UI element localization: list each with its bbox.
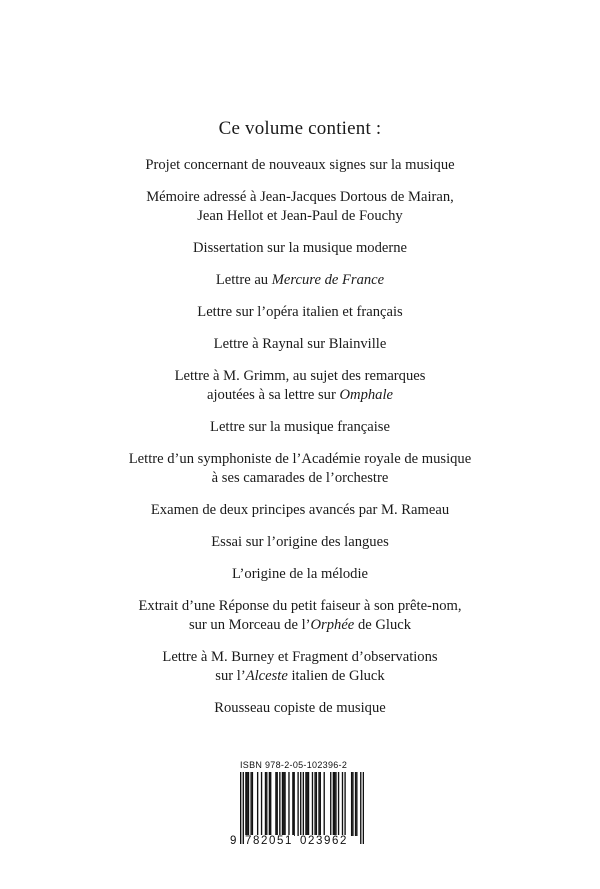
barcode-bar bbox=[318, 772, 319, 836]
barcode-bar bbox=[355, 772, 356, 836]
contents-entry bbox=[0, 335, 600, 354]
barcode-bar bbox=[338, 772, 339, 836]
entry-text: Rousseau copiste de musique bbox=[214, 700, 386, 716]
barcode-bar bbox=[252, 772, 253, 836]
entry-text: Dissertation sur la musique moderne bbox=[193, 240, 407, 256]
barcode-bar bbox=[261, 772, 262, 836]
barcode-bar bbox=[294, 772, 295, 836]
contents-entry bbox=[0, 699, 600, 718]
isbn-label: ISBN 978-2-05-102396-2 bbox=[240, 760, 348, 770]
entry-text: ajoutées à sa lettre sur bbox=[206, 387, 340, 403]
barcode-bar bbox=[265, 772, 266, 836]
barcode-bar bbox=[288, 772, 289, 836]
barcode-bar bbox=[312, 772, 313, 836]
entry-text: Lettre au bbox=[215, 272, 272, 288]
contents-entry bbox=[0, 156, 600, 175]
contents-list bbox=[0, 156, 600, 731]
entry-text: Mémoire adressé à Jean-Jacques Dortous de Mairan, bbox=[146, 189, 454, 205]
barcode-bar bbox=[245, 772, 246, 836]
barcode-bar bbox=[335, 772, 336, 836]
contents-entry-line bbox=[0, 565, 600, 584]
barcode-bar bbox=[316, 772, 317, 836]
barcode-bar bbox=[363, 772, 364, 844]
barcode-bar bbox=[250, 772, 251, 836]
contents-entry-line bbox=[0, 156, 600, 175]
entry-text: Lettre d’un symphoniste de l’Académie royale de musique bbox=[128, 451, 472, 467]
barcode-bar bbox=[333, 772, 334, 836]
barcode-bar bbox=[266, 772, 267, 836]
contents-heading: Ce volume contient : bbox=[218, 118, 382, 139]
ean-left-digits: 782051 bbox=[245, 835, 293, 847]
italic-title: Mercure de France bbox=[271, 272, 385, 288]
contents-entry bbox=[0, 597, 600, 635]
barcode-bar bbox=[307, 772, 308, 836]
entry-text: à ses camarades de l’orchestre bbox=[211, 470, 389, 486]
barcode-bar bbox=[342, 772, 343, 836]
barcode-bar bbox=[243, 772, 244, 844]
contents-entry-line bbox=[0, 418, 600, 437]
contents-entry bbox=[0, 418, 600, 437]
barcode-bar bbox=[257, 772, 258, 836]
barcode-bar bbox=[314, 772, 315, 836]
contents-entry bbox=[0, 239, 600, 258]
contents-entry-line bbox=[0, 335, 600, 354]
barcode-bar bbox=[282, 772, 283, 836]
contents-entry bbox=[0, 533, 600, 552]
contents-entry bbox=[0, 565, 600, 584]
entry-text: Lettre sur l’opéra italien et français bbox=[197, 304, 403, 320]
barcode-bar bbox=[275, 772, 276, 836]
barcode-bar bbox=[300, 772, 301, 844]
italic-title: Alceste bbox=[245, 668, 288, 684]
ean-right-digits: 023962 bbox=[300, 835, 348, 847]
barcode-bar bbox=[330, 772, 331, 836]
barcode-bar bbox=[334, 772, 335, 836]
contents-entry-line bbox=[0, 501, 600, 520]
barcode-bar bbox=[360, 772, 361, 844]
contents-entry-line bbox=[0, 239, 600, 258]
ean-digits bbox=[229, 835, 369, 849]
barcode-bar bbox=[240, 772, 241, 844]
entry-text: Essai sur l’origine des langues bbox=[211, 534, 389, 550]
contents-entry bbox=[0, 303, 600, 322]
contents-entry bbox=[0, 450, 600, 488]
contents-entry-line bbox=[0, 597, 600, 616]
barcode-bar bbox=[324, 772, 325, 836]
contents-entry-line bbox=[0, 271, 600, 290]
contents-entry-line bbox=[0, 648, 600, 667]
barcode-bar bbox=[292, 772, 293, 836]
contents-entry bbox=[0, 367, 600, 405]
contents-entry-line bbox=[0, 303, 600, 322]
entry-text: sur l’ bbox=[215, 668, 246, 684]
contents-entry bbox=[0, 271, 600, 290]
barcode-bar bbox=[351, 772, 352, 836]
entry-text: Lettre à Raynal sur Blainville bbox=[213, 336, 387, 352]
barcode-bar bbox=[344, 772, 345, 836]
contents-entry-line bbox=[0, 667, 600, 686]
barcode-bar bbox=[297, 772, 298, 836]
contents-entry-line bbox=[0, 207, 600, 226]
entry-text: Jean Hellot et Jean-Paul de Fouchy bbox=[197, 208, 403, 224]
contents-entry-line bbox=[0, 616, 600, 635]
entry-text: L’origine de la mélodie bbox=[231, 566, 369, 582]
barcode-bar bbox=[303, 772, 304, 844]
contents-entry-line bbox=[0, 469, 600, 488]
barcode-bar bbox=[305, 772, 306, 836]
contents-entry-line bbox=[0, 699, 600, 718]
barcode-icon bbox=[240, 772, 364, 844]
italic-title: Omphale bbox=[339, 387, 394, 403]
contents-entry-line bbox=[0, 450, 600, 469]
entry-text: Lettre sur la musique française bbox=[210, 419, 390, 435]
ean-first-digit: 9 bbox=[230, 835, 237, 847]
barcode-bar bbox=[279, 772, 280, 836]
barcode-bar bbox=[283, 772, 284, 836]
contents-entry bbox=[0, 501, 600, 520]
entry-text: sur un Morceau de l’ bbox=[188, 617, 311, 633]
entry-text: Examen de deux principes avancés par M. Rameau bbox=[150, 502, 450, 518]
contents-entry-line bbox=[0, 533, 600, 552]
barcode-bar bbox=[356, 772, 357, 836]
entry-text: Extrait d’une Réponse du petit faiseur à son prête-nom, bbox=[138, 598, 462, 614]
entry-text: Lettre à M. Grimm, au sujet des remarques bbox=[174, 368, 426, 384]
barcode-bar bbox=[352, 772, 353, 836]
contents-entry bbox=[0, 648, 600, 686]
entry-text: de Gluck bbox=[354, 617, 412, 633]
entry-text: Lettre à M. Burney et Fragment d’observations bbox=[162, 649, 438, 665]
barcode-bar bbox=[270, 772, 271, 836]
barcode-bar bbox=[277, 772, 278, 836]
contents-entry-line bbox=[0, 367, 600, 386]
barcode-bar bbox=[247, 772, 248, 836]
barcode-bar bbox=[248, 772, 249, 836]
barcode-bar bbox=[308, 772, 309, 836]
barcode-bar bbox=[269, 772, 270, 836]
barcode-bar bbox=[284, 772, 285, 836]
entry-text: Projet concernant de nouveaux signes sur la musique bbox=[145, 157, 455, 173]
contents-entry-line bbox=[0, 386, 600, 405]
entry-text: italien de Gluck bbox=[287, 668, 385, 684]
contents-entry bbox=[0, 188, 600, 226]
contents-entry-line bbox=[0, 188, 600, 207]
barcode-bar bbox=[320, 772, 321, 836]
italic-title: Orphée bbox=[310, 617, 355, 633]
